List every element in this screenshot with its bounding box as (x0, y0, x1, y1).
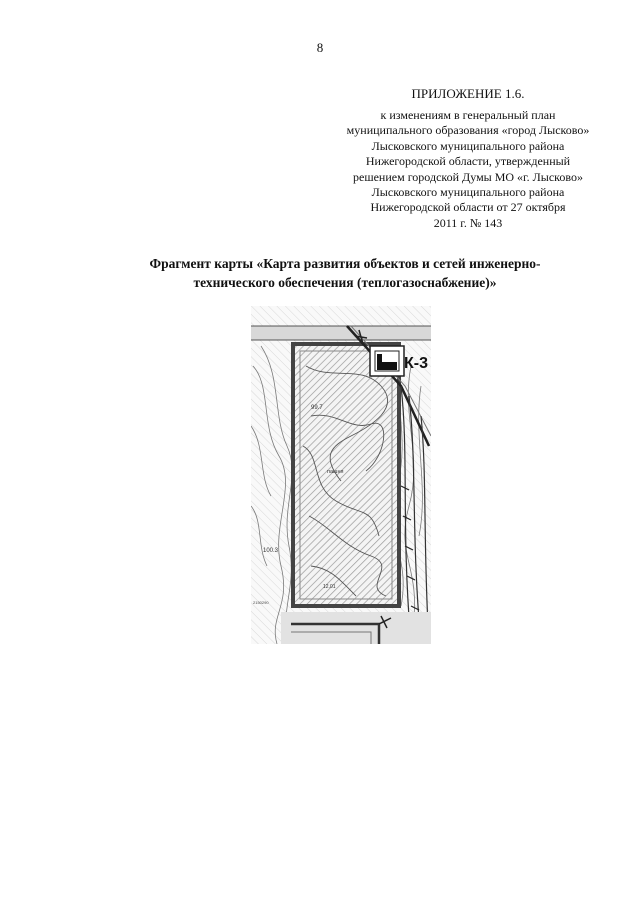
appendix-line: Лысковского муниципального района (371, 185, 565, 200)
appendix-text (330, 108, 606, 231)
appendix-line: муниципального образования «город Лысково» (346, 123, 590, 138)
appendix-line: Нижегородской области от 27 октября (370, 200, 566, 215)
appendix-line: к изменениям в генеральный план (380, 108, 556, 122)
appendix-line: Нижегородской области, утвержденный (365, 154, 571, 169)
object-label: К-3 (404, 355, 428, 372)
grid-label: 2150290 (253, 600, 269, 605)
appendix-line: Лысковского муниципального района (371, 138, 565, 153)
boiler-object-marker (370, 346, 404, 376)
road-band-top (251, 326, 431, 340)
heading-line-2: технического обеспечения (теплогазоснабжение)» (193, 275, 497, 290)
page-number: 8 (316, 40, 324, 55)
land-parcel (293, 344, 399, 606)
heading-line-1: Фрагмент карты «Карта развития объектов и сетей инженерно- (149, 256, 541, 271)
appendix-line: 2011 г. № 143 (433, 215, 503, 230)
field-label-bottom: 12.01 (323, 584, 336, 590)
road-band-bottom (281, 612, 431, 644)
elevation-label-left: 100.3 (263, 548, 279, 554)
elevation-label: 99.7 (311, 405, 323, 411)
appendix-line: решением городской Думы МО «г. Лысково» (353, 169, 583, 184)
map-image (251, 306, 431, 644)
appendix-title: ПРИЛОЖЕНИЕ 1.6. (411, 86, 525, 101)
field-label: пашня (327, 469, 344, 475)
map-fragment (251, 306, 431, 644)
map-fragment-heading (100, 254, 590, 292)
